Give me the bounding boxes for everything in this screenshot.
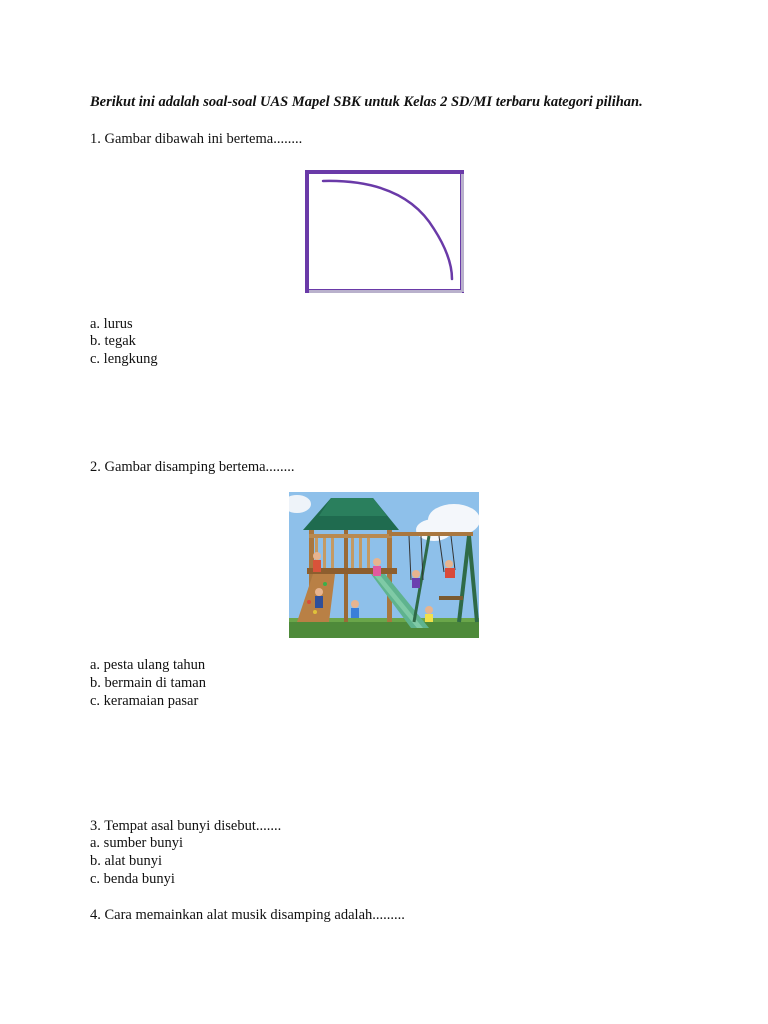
tower-post (387, 530, 392, 622)
grass (289, 620, 479, 638)
question-1-option-b: b. tegak (90, 333, 136, 349)
question-2-option-a: a. pesta ulang tahun (90, 657, 206, 673)
question-1: 1. Gambar dibawah ini bertema........ (90, 131, 303, 147)
swing-beam (389, 532, 473, 536)
child (412, 570, 420, 578)
child (351, 600, 359, 608)
child (373, 558, 381, 566)
child (445, 560, 453, 568)
question-2-option-b: b. bermain di taman (90, 675, 206, 691)
swing-seat (439, 596, 463, 600)
arc-figure (304, 169, 465, 295)
question-1-option-a: a. lurus (90, 316, 133, 332)
intro-heading: Berikut ini adalah soal-soal UAS Mapel SBK untuk Kelas 2 SD/MI terbaru kategori pilihan. (90, 94, 643, 110)
child (313, 552, 321, 560)
question-4: 4. Cara memainkan alat musik disamping adalah......... (90, 907, 405, 923)
question-3-option-b: b. alat bunyi (90, 853, 163, 869)
question-1-option-c: c. lengkung (90, 351, 158, 367)
question-2-option-c: c. keramaian pasar (90, 693, 199, 709)
child (425, 606, 433, 614)
question-3-option-c: c. benda bunyi (90, 871, 175, 887)
playground-photo (289, 492, 479, 638)
railing (309, 534, 392, 538)
question-3: 3. Tempat asal bunyi disebut....... (90, 818, 282, 834)
question-3-option-a: a. sumber bunyi (90, 835, 184, 851)
child (315, 588, 323, 596)
question-2: 2. Gambar disamping bertema........ (90, 459, 295, 475)
